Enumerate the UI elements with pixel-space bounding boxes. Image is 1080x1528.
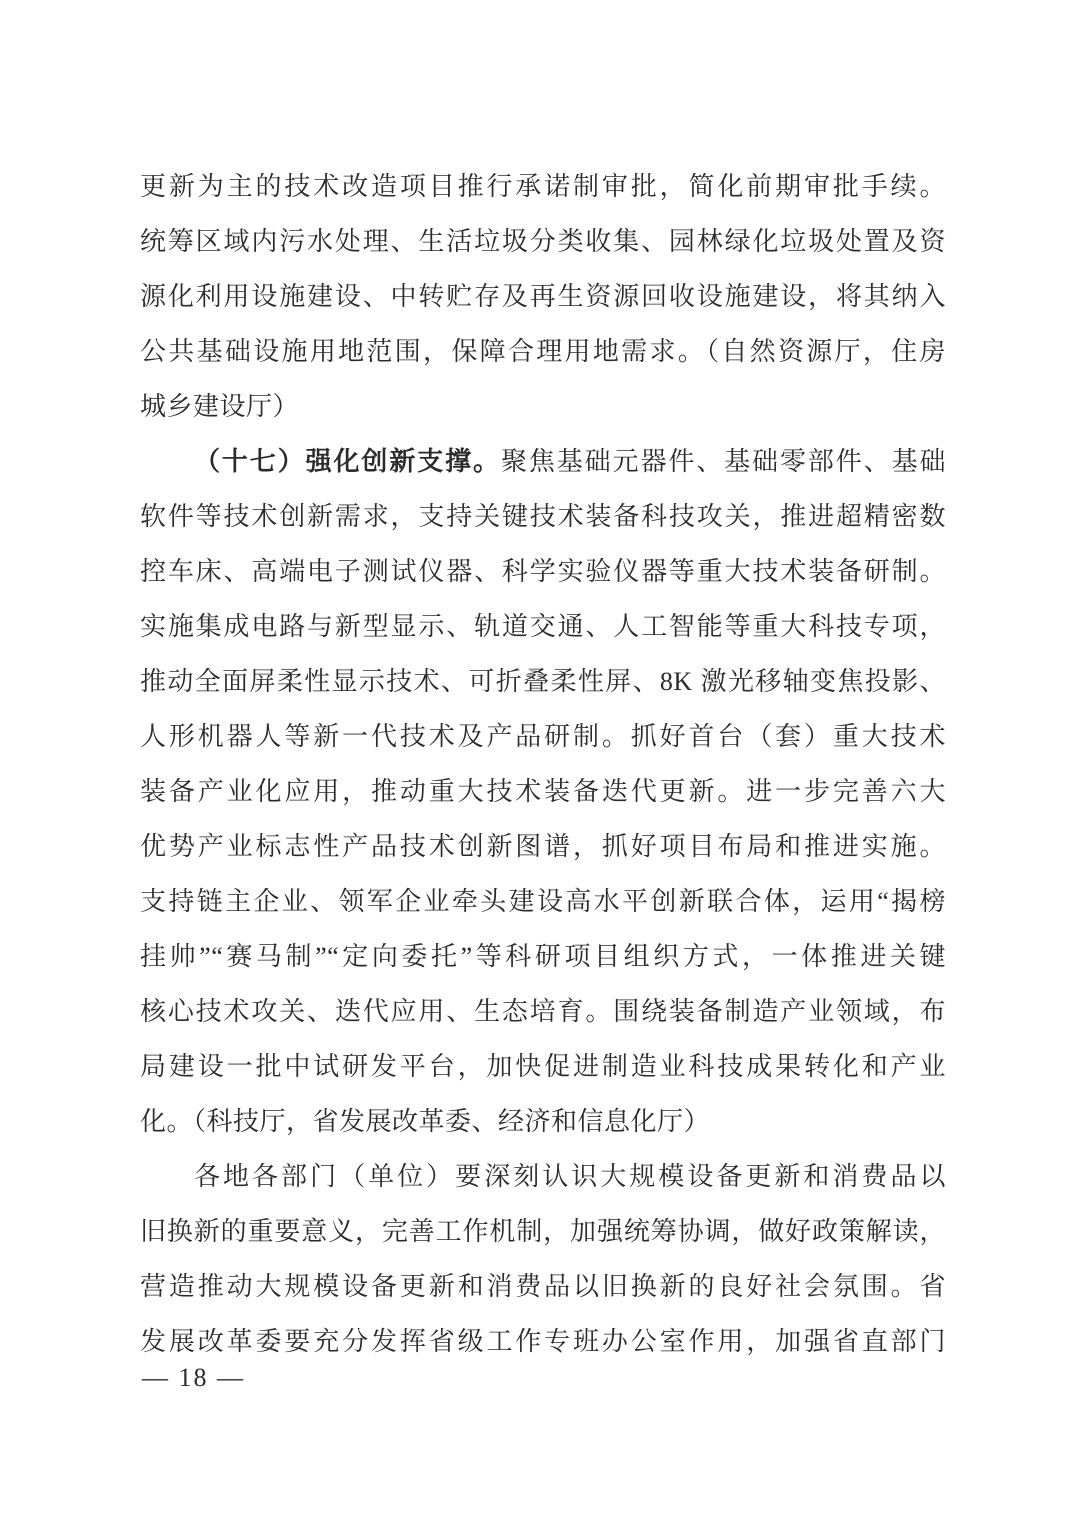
text-line: 旧换新的重要意义，完善工作机制，加强统筹协调，做好政策解读，	[140, 1217, 946, 1246]
section-17-heading-line	[140, 434, 946, 489]
text-line: 实施集成电路与新型显示、轨道交通、人工智能等重大科技专项，	[140, 612, 946, 641]
text-line: 公共基础设施用地范围，保障合理用地需求。（自然资源厅，住房	[140, 337, 946, 366]
section-17-heading: （十七）强化创新支撑。	[194, 447, 501, 476]
text-line: 挂帅”“赛马制”“定向委托”等科研项目组织方式，一体推进关键	[140, 942, 946, 971]
text-line: 装备产业化应用，推动重大技术装备迭代更新。进一步完善六大	[140, 777, 946, 806]
text-line: 支持链主企业、领军企业牵头建设高水平创新联合体，运用“揭榜	[140, 887, 946, 916]
text-line: 统筹区域内污水处理、生活垃圾分类收集、园林绿化垃圾处置及资	[140, 227, 946, 256]
text-line: 源化利用设施建设、中转贮存及再生资源回收设施建设，将其纳入	[140, 282, 946, 311]
text-line: 局建设一批中试研发平台，加快促进制造业科技成果转化和产业	[140, 1052, 946, 1081]
text-line: 城乡建设厅）	[140, 392, 300, 421]
section-17-heading-line-rest: 聚焦基础元器件、基础零部件、基础	[500, 447, 946, 476]
text-line: 人形机器人等新一代技术及产品研制。抓好首台（套）重大技术	[140, 722, 946, 751]
text-line: 优势产业标志性产品技术创新图谱，抓好项目布局和推进实施。	[140, 832, 946, 861]
text-line: 推动全面屏柔性显示技术、可折叠柔性屏、8K 激光移轴变焦投影、	[140, 667, 946, 696]
text-line: 各地各部门（单位）要深刻认识大规模设备更新和消费品以	[194, 1162, 946, 1191]
text-line: 更新为主的技术改造项目推行承诺制审批，简化前期审批手续。	[140, 172, 946, 201]
document-body	[140, 159, 946, 1369]
page-number: — 18 —	[142, 1363, 245, 1392]
text-line: 化。（科技厅，省发展改革委、经济和信息化厅）	[140, 1107, 711, 1136]
text-line: 控车床、高端电子测试仪器、科学实验仪器等重大技术装备研制。	[140, 557, 946, 586]
text-line: 核心技术攻关、迭代应用、生态培育。围绕装备制造产业领域，布	[140, 997, 946, 1026]
text-line: 发展改革委要充分发挥省级工作专班办公室作用，加强省直部门	[140, 1327, 946, 1356]
text-line: 软件等技术创新需求，支持关键技术装备科技攻关，推进超精密数	[140, 502, 946, 531]
text-line: 营造推动大规模设备更新和消费品以旧换新的良好社会氛围。省	[140, 1272, 946, 1301]
